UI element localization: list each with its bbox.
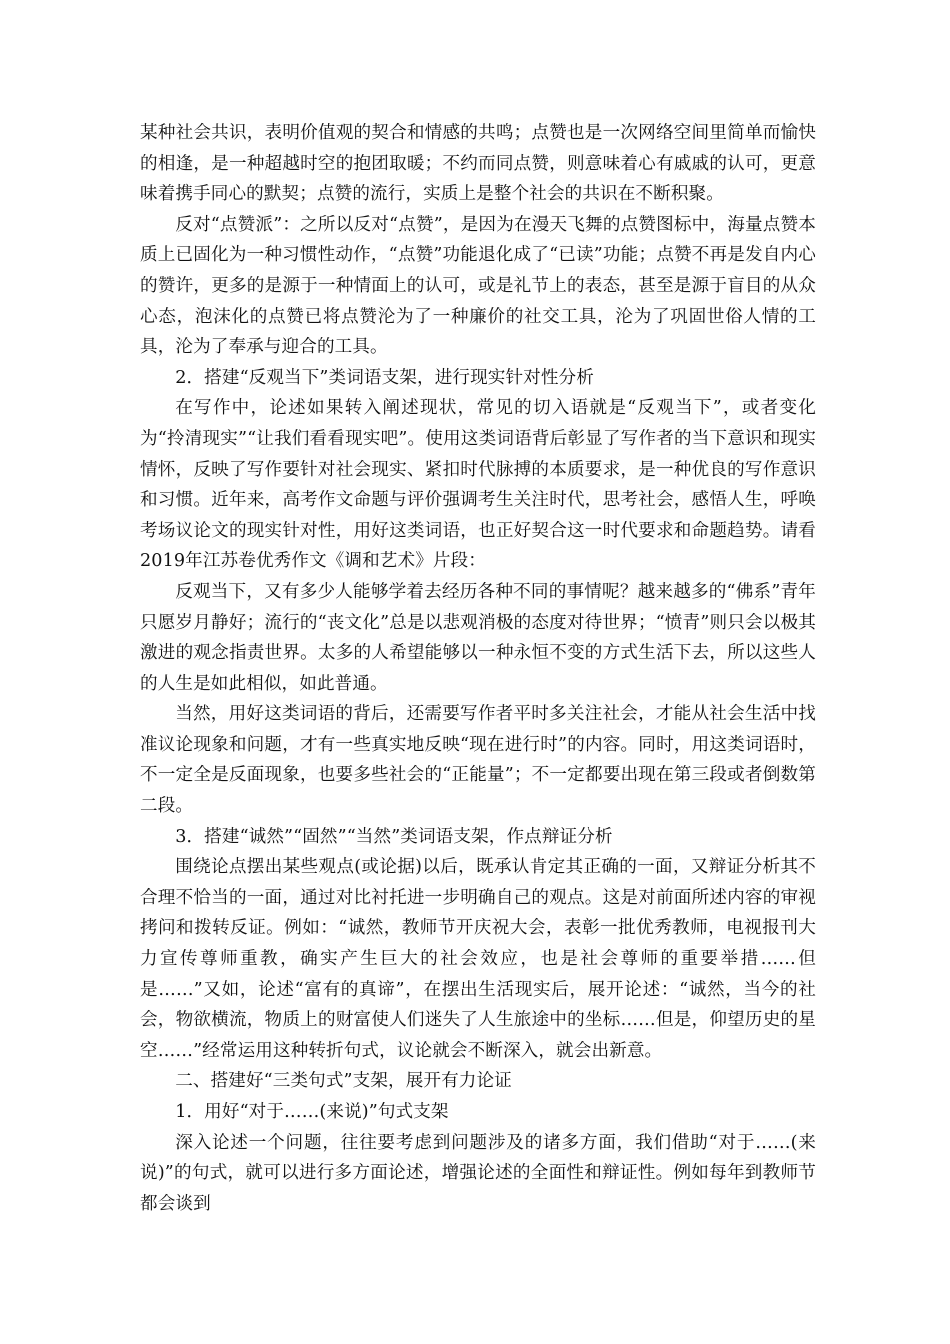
heading-sentence-patterns: 二、搭建好“三类句式”支架，展开有力论证 [175, 1071, 512, 1092]
heading-dialectic: 3．搭建“诚然”“固然”“当然”类词语支架，作点辩证分析 [175, 826, 613, 847]
paragraph-of-course: 当然，用好这类词语的背后，还需要写作者平时多关注社会，才能从社会生活中找准议论现象和问题，才有一些真实地反映“现在进行时”的内容。同时，用这类词语时，不一定全是反面现象，也要多些社会的“正能量”；不一定都要出现在第三段或者倒数第二段。 [140, 704, 816, 817]
heading-reflect-present: 2．搭建“反观当下”类词语支架，进行现实针对性分析 [175, 367, 594, 388]
heading-regarding-pattern: 1．用好“对于……(来说)”句式支架 [175, 1102, 449, 1122]
paragraph-dialectic: 围绕论点摆出某些观点(或论据)以后，既承认肯定其正确的一面，又辩证分析其不合理不恰当的一面，通过对比衬托进一步明确自己的观点。这是对前面所述内容的审视拷问和拨转反证。例如：“诚然，教师节开庆祝大会，表彰一批优秀教师，电视报刊大力宣传尊师重教，确实产生巨大的社会效应，也是社会尊师的重要举措……但是……”又如，论述“富有的真谛”，在摆出生活现实后，展开论述：“诚然，当今的社会，物欲横流，物质上的财富使人们迷失了人生旅途中的坐标……但是，仰望历史的星空……”经常运用这种转折句式，议论就会不断深入，就会出新意。 [140, 857, 816, 1061]
paragraph-oppose-like: 反对“点赞派”：之所以反对“点赞”，是因为在漫天飞舞的点赞图标中，海量点赞本质上已固化为一种习惯性动作，“点赞”功能退化成了“已读”功能；点赞不再是发自内心的赞许，更多的是源于一种情面上的认可，或是礼节上的表态，甚至是源于盲目的从众心态，泡沫化的点赞已将点赞沦为了一种廉价的社交工具，沦为了巩固世俗人情的工具，沦为了奉承与迎合的工具。 [140, 214, 816, 358]
paragraph-regarding-pattern: 深入论述一个问题，往往要考虑到问题涉及的诸多方面，我们借助“对于……(来说)”的句式，就可以进行多方面论述，增强论述的全面性和辩证性。例如每年到教师节都会谈到 [140, 1132, 816, 1214]
paragraph-continuation: 某种社会共识，表明价值观的契合和情感的共鸣；点赞也是一次网络空间里简单而愉快的相逢，是一种超越时空的抱团取暖；不约而同点赞，则意味着心有戚戚的认可，更意味着携手同心的默契；点赞的流行，实质上是整个社会的共识在不断积聚。 [140, 123, 816, 205]
paragraph-example-excerpt: 反观当下，又有多少人能够学着去经历各种不同的事情呢？越来越多的“佛系”青年只愿岁月静好；流行的“丧文化”总是以悲观消极的态度对待世界；“愤青”则只会以极其激进的观念指责世界。太多的人希望能够以一种永恒不变的方式生活下去，所以这些人的人生是如此相似，如此普通。 [140, 581, 816, 694]
document-body [140, 118, 816, 1219]
paragraph-reflect-present: 在写作中，论述如果转入阐述现状，常见的切入语就是“反观当下”，或者变化为“拎清现实”“让我们看看现实吧”。使用这类词语背后彰显了写作者的当下意识和现实情怀，反映了写作要针对社会现实、紧扣时代脉搏的本质要求，是一种优良的写作意识和习惯。近年来，高考作文命题与评价强调考生关注时代，思考社会，感悟人生，呼唤考场议论文的现实针对性，用好这类词语，也正好契合这一时代要求和命题趋势。请看2019年江苏卷优秀作文《调和艺术》片段： [140, 398, 816, 572]
